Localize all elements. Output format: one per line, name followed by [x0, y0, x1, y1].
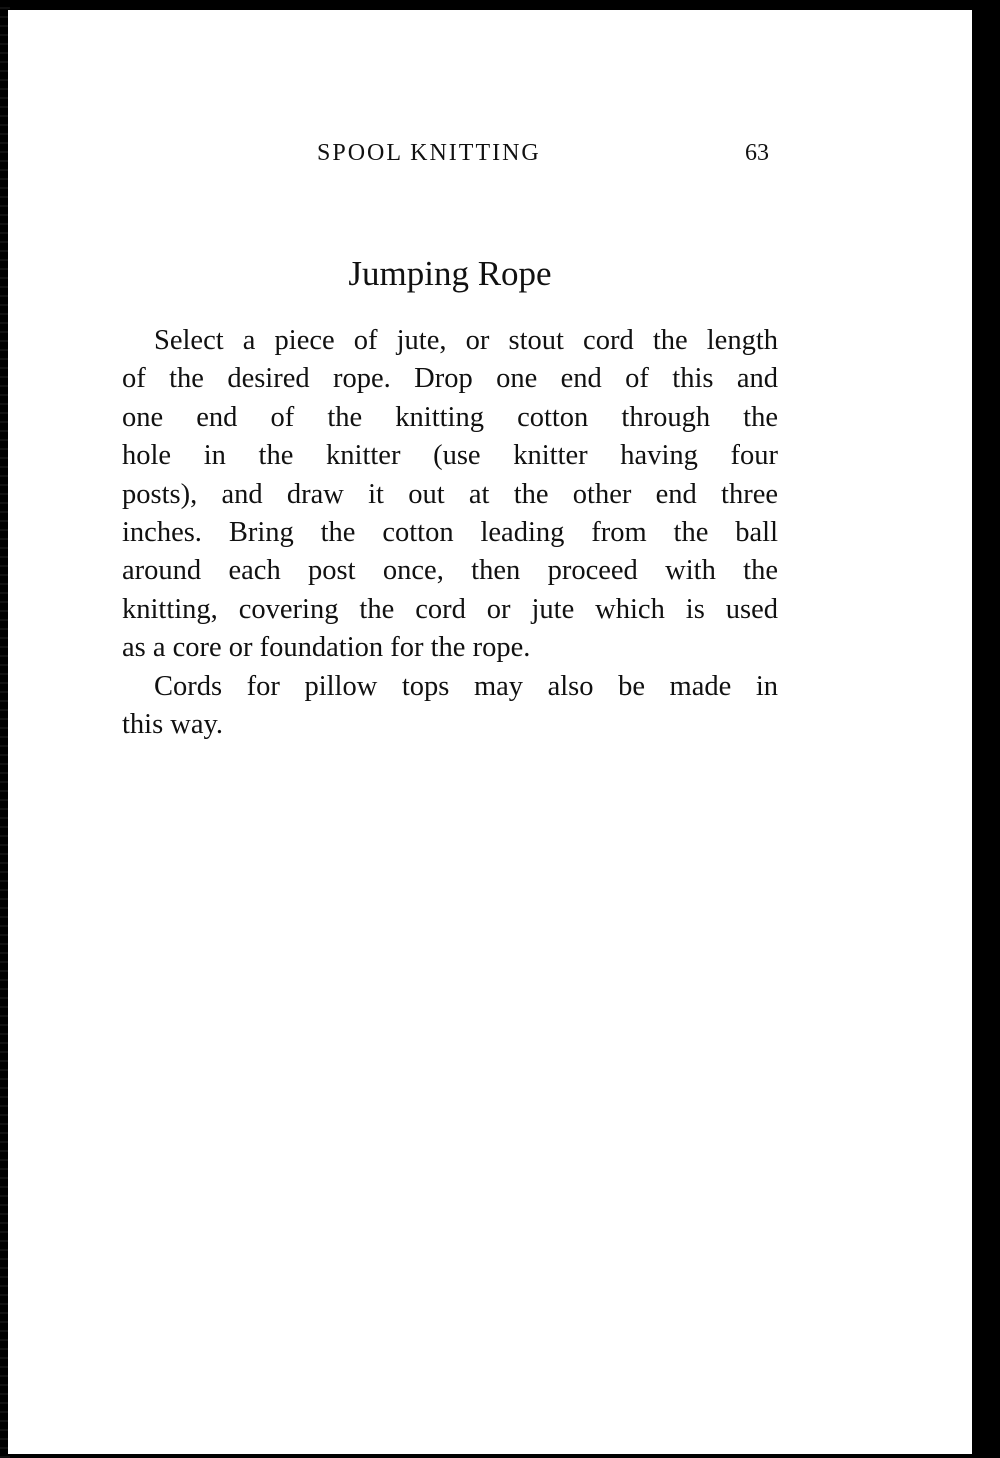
section-title-text: Jumping Rope [348, 254, 552, 293]
text-line: inches. Bring the cotton leading from the ball [122, 516, 778, 548]
text-line: hole in the knitter (use knitter having four [122, 440, 778, 472]
text-line: as a core or foundation for the rope. [122, 632, 531, 664]
page-number: 63 [745, 140, 769, 166]
text-line: knitting, covering the cord or jute which is used [122, 593, 778, 625]
paragraph-1 [122, 322, 778, 668]
text-line: Cords for pillow tops may also be made in [154, 670, 778, 702]
text-line: posts), and draw it out at the other end three [122, 478, 778, 510]
text-line: Select a piece of jute, or stout cord the length [154, 325, 778, 356]
text-line: around each post once, then proceed with the [122, 555, 778, 587]
text-line: one end of the knitting cotton through the [122, 401, 778, 433]
section-title [0, 254, 900, 294]
running-head: SPOOL KNITTING [317, 140, 541, 166]
text-line: of the desired rope. Drop one end of this and [122, 363, 778, 395]
paragraph-2 [122, 668, 778, 745]
text-line: this way. [122, 708, 224, 740]
body-text [122, 322, 778, 744]
